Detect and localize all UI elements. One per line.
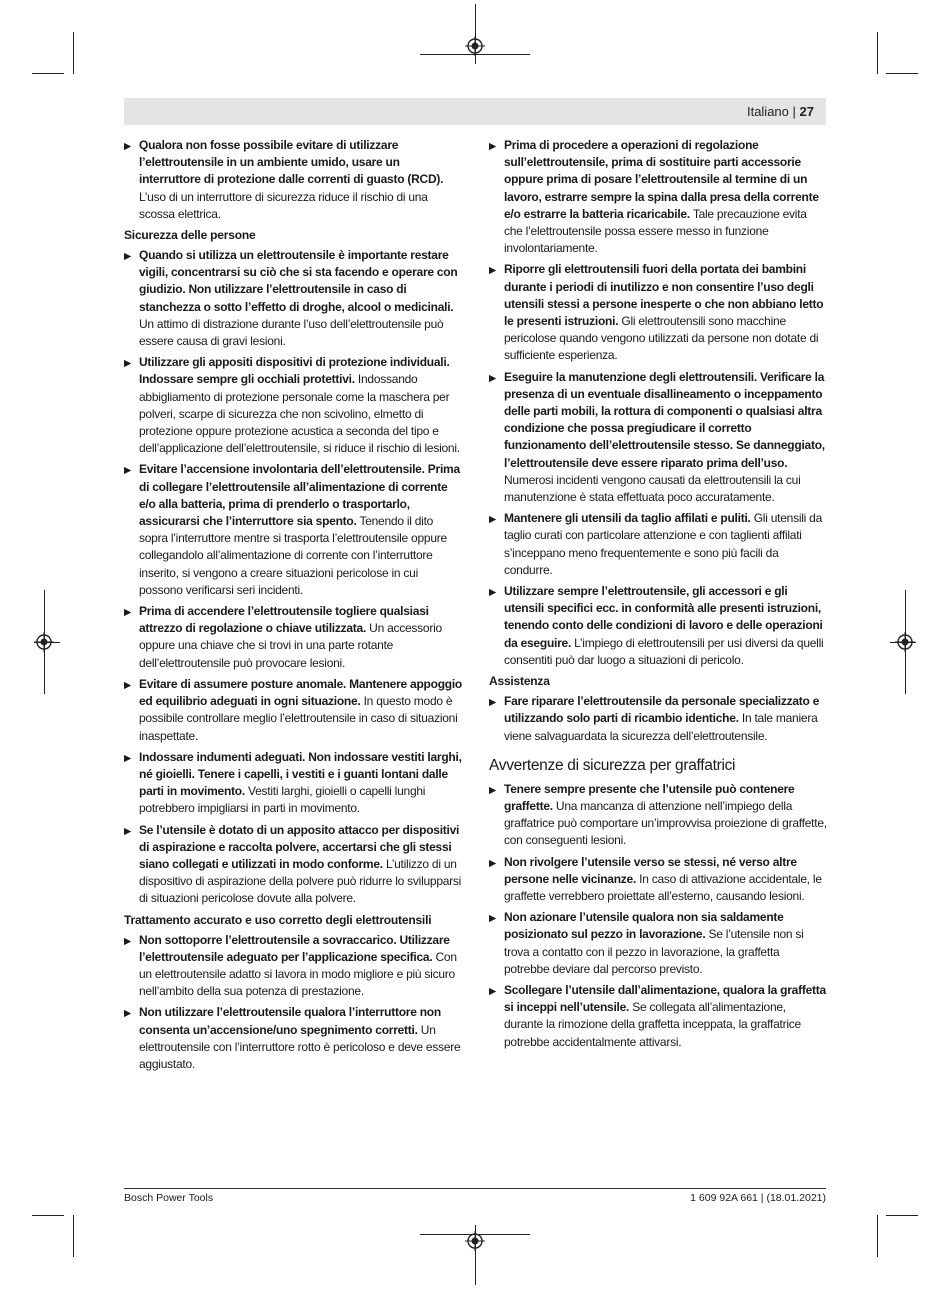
bullet-triangle-icon: ▶ bbox=[489, 913, 497, 925]
bullet-triangle-icon: ▶ bbox=[489, 587, 497, 599]
crop-mark bbox=[73, 32, 74, 74]
instruction-emphasis: Non sottoporre l’elettroutensile a sovraccarico. Utilizzare l’elettroutensile adeguato per l’applicazione specifica. bbox=[139, 932, 450, 964]
crop-mark bbox=[73, 1215, 74, 1257]
bullet-triangle-icon: ▶ bbox=[124, 679, 132, 691]
safety-instruction bbox=[489, 781, 827, 850]
instruction-explanation: Vestiti larghi, gioielli o capelli lunghi potrebbero impigliarsi in parti in movimento. bbox=[139, 784, 426, 816]
safety-instruction bbox=[124, 822, 462, 908]
footer-brand: Bosch Power Tools bbox=[124, 1192, 214, 1204]
instruction-explanation: Un attimo di distrazione durante l’uso dell’elettroutensile può essere causa di gravi lesioni. bbox=[139, 316, 444, 349]
instruction-explanation: L’uso di un interruttore di sicurezza riduce il rischio di una scossa elettrica. bbox=[139, 189, 428, 221]
bullet-triangle-icon: ▶ bbox=[489, 514, 497, 526]
safety-instruction bbox=[124, 247, 462, 350]
page-header bbox=[747, 104, 814, 119]
registration-mark-icon bbox=[895, 632, 915, 652]
registration-mark-icon bbox=[465, 36, 485, 56]
safety-instruction bbox=[489, 854, 827, 906]
instruction-explanation: Un elettroutensile con l’interruttore rotto è pericoloso e deve essere aggiustato. bbox=[139, 1022, 461, 1071]
safety-instruction bbox=[489, 261, 827, 364]
instruction-emphasis: Non rivolgere l’utensile verso se stessi, né verso altre persone nelle vicinanze. bbox=[504, 854, 797, 886]
instruction-emphasis: Indossare indumenti adeguati. Non indossare vestiti larghi, né gioielli. Tenere i capelli, i vestiti e i guanti lontani dalle parti in movimento. bbox=[139, 749, 462, 799]
instruction-emphasis: Utilizzare sempre l’elettroutensile, gli accessori e gli utensili specifici ecc. in conformità alle presenti istruzioni, tenendo conto delle condizioni di lavoro e delle operazioni da eseguire. bbox=[504, 584, 823, 650]
registration-mark-icon bbox=[34, 632, 54, 652]
crop-mark bbox=[877, 32, 878, 74]
instruction-explanation: Indossando abbigliamento di protezione personale come la maschera per polveri, scarpe di sicurezza che non scivolino, elmetto di protezione oppure protezione acustica a seconda del tipo e dell’applicazione dell’elettroutensile, si riduce il rischio di lesioni. bbox=[139, 372, 460, 456]
safety-instruction bbox=[124, 676, 462, 745]
instruction-emphasis: Se l’utensile è dotato di un apposito attacco per dispositivi di aspirazione e raccolta polvere, accertarsi che gli stessi siano collegati e utilizzati in modo conforme. bbox=[139, 822, 460, 871]
page-header-bar bbox=[124, 98, 826, 125]
bullet-triangle-icon: ▶ bbox=[489, 857, 497, 869]
bullet-triangle-icon: ▶ bbox=[489, 784, 497, 796]
safety-instruction bbox=[489, 137, 827, 257]
instruction-emphasis: Qualora non fosse possibile evitare di utilizzare l’elettroutensile in un ambiente umido, usare un interruttore di protezione dalle correnti di guasto (RCD). bbox=[139, 138, 444, 187]
instruction-explanation: Un accessorio oppure una chiave che si trovi in una parte rotante dell’elettroutensile può provocare lesioni. bbox=[139, 621, 442, 670]
bullet-triangle-icon: ▶ bbox=[124, 1008, 132, 1020]
crop-mark bbox=[32, 73, 64, 74]
registration-mark-icon bbox=[465, 1231, 485, 1251]
safety-instruction bbox=[489, 982, 827, 1051]
instruction-explanation: In tale maniera viene salvaguardata la sicurezza dell’elettroutensile. bbox=[504, 711, 818, 743]
bullet-triangle-icon: ▶ bbox=[489, 697, 497, 709]
instruction-explanation: Tenendo il dito sopra l’interruttore mentre si trasporta l’elettroutensile oppure collegandolo all’alimentazione di corrente con l’interruttore inserito, si vengono a creare situazioni pericolose in cui possono verificarsi seri incidenti. bbox=[139, 514, 447, 597]
safety-instruction bbox=[124, 932, 462, 1001]
instruction-emphasis: Prima di procedere a operazioni di regolazione sull’elettroutensile, prima di sostituire parti accessorie oppure prima di posare l’elettroutensile al termine di un lavoro, estrarre sempre la spina dalla presa della corrente e/o estrarre la batteria ricaricabile. bbox=[504, 138, 819, 221]
crop-mark bbox=[886, 73, 918, 74]
safety-instruction bbox=[124, 603, 462, 672]
crop-mark bbox=[886, 1215, 918, 1216]
instruction-emphasis: Non utilizzare l’elettroutensile qualora l’interruttore non consenta un’accensione/uno spegnimento corretti. bbox=[139, 1005, 441, 1037]
safety-instruction bbox=[124, 1004, 462, 1073]
safety-instruction bbox=[124, 137, 462, 223]
instruction-emphasis: Utilizzare gli appositi dispositivi di protezione individuali. Indossare sempre gli occhiali protettivi. bbox=[139, 355, 450, 387]
crop-mark bbox=[877, 1215, 878, 1257]
safety-instruction bbox=[489, 510, 827, 579]
bullet-triangle-icon: ▶ bbox=[124, 358, 132, 370]
subsection-heading: Trattamento accurato e uso corretto degli elettroutensili bbox=[124, 912, 432, 927]
bullet-triangle-icon: ▶ bbox=[124, 141, 132, 152]
left-column bbox=[124, 137, 462, 1077]
instruction-explanation: Numerosi incidenti vengono causati da elettroutensili la cui manutenzione è stata effettuata poco accuratamente. bbox=[504, 472, 801, 505]
instruction-emphasis: Tenere sempre presente che l’utensile può contenere graffette. bbox=[504, 781, 795, 813]
instruction-emphasis: Evitare di assumere posture anomale. Mantenere appoggio ed equilibrio adeguati in ogni situazione. bbox=[139, 676, 463, 709]
safety-instruction bbox=[489, 693, 827, 745]
instruction-emphasis: Non azionare l’utensile qualora non sia saldamente posizionato sul pezzo in lavorazione. bbox=[504, 910, 784, 942]
safety-instruction bbox=[489, 369, 827, 507]
instruction-explanation: Se l’utensile non si trova a contatto con il pezzo in lavorazione, la graffetta potrebbe deviare dal percorso previsto. bbox=[504, 927, 804, 976]
bullet-triangle-icon: ▶ bbox=[489, 141, 497, 152]
instruction-explanation: Con un elettroutensile adatto si lavora in modo migliore e più sicuro nell’ambito della sua potenza di prestazione. bbox=[139, 949, 457, 999]
bullet-triangle-icon: ▶ bbox=[124, 935, 132, 947]
instruction-emphasis: Riporre gli elettroutensili fuori della portata dei bambini durante i periodi di inutilizzo e non consentire l’uso degli utensili stessi a persone inesperte o che non abbiano letto le presenti istruzioni. bbox=[504, 262, 824, 329]
instruction-explanation: Se collegata all’alimentazione, durante la rimozione della graffetta inceppata, la graffatrice potrebbe accidentalmente attivarsi. bbox=[504, 1000, 801, 1049]
safety-instruction bbox=[124, 461, 462, 599]
instruction-emphasis: Fare riparare l’elettroutensile da personale specializzato e utilizzando solo parti di ricambio identiche. bbox=[504, 694, 820, 726]
right-column bbox=[489, 137, 827, 1055]
bullet-triangle-icon: ▶ bbox=[124, 752, 132, 764]
bullet-triangle-icon: ▶ bbox=[124, 465, 132, 477]
header-separator: | bbox=[792, 104, 796, 119]
instruction-explanation: L’utilizzo di un dispositivo di aspirazione della polvere può ridurre lo svilupparsi di situazioni pericolose dovute alla polvere. bbox=[139, 856, 462, 906]
bullet-triangle-icon: ▶ bbox=[489, 985, 497, 997]
instruction-emphasis: Eseguire la manutenzione degli elettroutensili. Verificare la presenza di un eventuale disallineamento o inceppamento delle parti mobili, la rottura di componenti o qualsiasi altra condizione che possa pregiudicare il corretto funzionamento dell’elettroutensile stesso. Se danneggiato, l’elettroutensile deve essere riparato prima dell’uso. bbox=[504, 369, 825, 470]
footer-doc-number: 1 609 92A 661 | (18.01.2021) bbox=[690, 1192, 826, 1204]
instruction-explanation: L’impiego di elettroutensili per usi diversi da quelli consentiti può dar luogo a situazioni di pericolo. bbox=[504, 635, 824, 667]
safety-instruction bbox=[489, 909, 827, 978]
bullet-triangle-icon: ▶ bbox=[489, 372, 497, 384]
instruction-emphasis: Evitare l’accensione involontaria dell’elettroutensile. Prima di collegare l’elettroutensile all’alimentazione di corrente e/o alla batteria, prima di prenderlo o trasportarlo, assicurarsi che l’interruttore sia spento. bbox=[139, 462, 460, 529]
footer-rule bbox=[124, 1188, 826, 1189]
instruction-emphasis: Quando si utilizza un elettroutensile è importante restare vigili, concentrarsi su ciò che si sta facendo e operare con giudizio. Non utilizzare l’elettroutensile in caso di stanchezza o sotto l’effetto di droghe, alcool o medicinali. bbox=[139, 248, 458, 314]
instruction-explanation: Gli elettroutensili sono macchine pericolose quando vengono utilizzati da persone non dotate di sufficiente esperienza. bbox=[504, 314, 819, 363]
instruction-emphasis: Mantenere gli utensili da taglio affilati e puliti. bbox=[504, 511, 751, 526]
subsection-heading: Sicurezza delle persone bbox=[124, 228, 256, 243]
instruction-explanation: In caso di attivazione accidentale, le graffette verrebbero proiettate all’esterno, causando lesioni. bbox=[504, 871, 822, 903]
header-language: Italiano bbox=[746, 104, 789, 119]
section-title: Avvertenze di sicurezza per graffatrici bbox=[489, 756, 736, 774]
safety-instruction bbox=[124, 749, 462, 818]
instruction-emphasis: Prima di accendere l’elettroutensile togliere qualsiasi attrezzo di regolazione o chiave utilizzata. bbox=[139, 604, 429, 636]
safety-instruction bbox=[124, 354, 462, 457]
bullet-triangle-icon: ▶ bbox=[124, 251, 132, 263]
bullet-triangle-icon: ▶ bbox=[124, 825, 132, 837]
instruction-explanation: Gli utensili da taglio curati con particolare attenzione e con taglienti affilati s’inceppano meno frequentemente e sono più facili da condurre. bbox=[504, 511, 822, 577]
bullet-triangle-icon: ▶ bbox=[489, 265, 497, 277]
safety-instruction bbox=[489, 583, 827, 669]
crop-mark bbox=[32, 1215, 64, 1216]
instruction-explanation: Tale precauzione evita che l’elettroutensile possa essere messo in funzione involontariamente. bbox=[504, 206, 807, 256]
instruction-explanation: In questo modo è possibile controllare meglio l’elettroutensile in caso di situazioni inaspettate. bbox=[139, 694, 458, 743]
page-number: 27 bbox=[799, 104, 814, 119]
subsection-heading: Assistenza bbox=[489, 674, 550, 689]
instruction-explanation: Una mancanza di attenzione nell’impiego della graffatrice può comportare un’improvvisa proiezione di graffette, con conseguenti lesioni. bbox=[504, 798, 827, 848]
instruction-emphasis: Scollegare l’utensile dall’alimentazione, qualora la graffetta si inceppi nell’utensile. bbox=[504, 982, 826, 1015]
bullet-triangle-icon: ▶ bbox=[124, 607, 132, 619]
